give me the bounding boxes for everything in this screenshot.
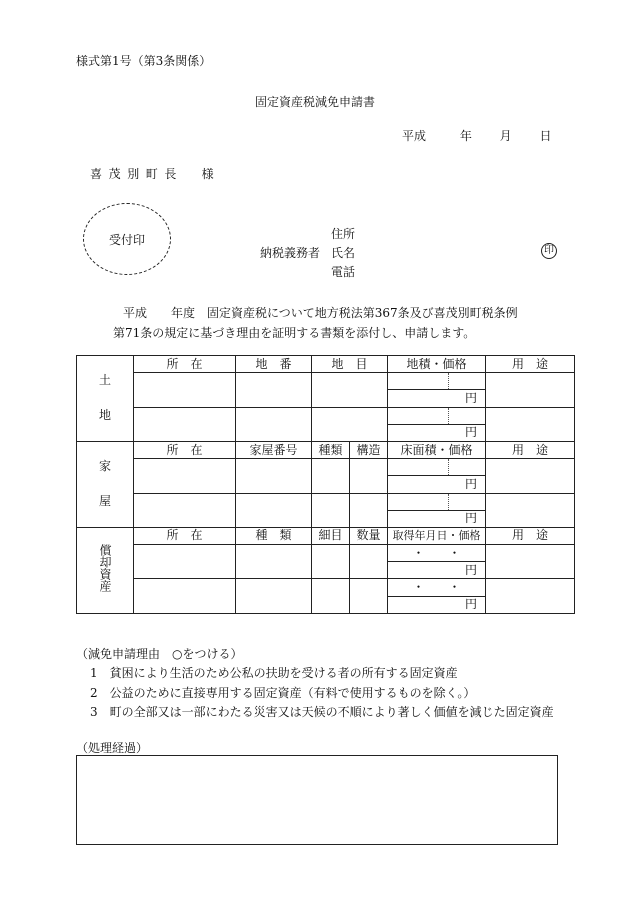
house-cell[interactable] — [350, 459, 388, 493]
land-col-location: 所 在 — [134, 356, 236, 373]
house-row-1a — [77, 459, 575, 476]
dep-cell[interactable] — [350, 579, 388, 613]
dep-col-acquired-price: 取得年月日・価格 — [388, 527, 486, 544]
house-label-bottom: 屋 — [98, 494, 111, 509]
land-col-use: 用 途 — [486, 356, 575, 373]
dep-cell[interactable] — [350, 545, 388, 579]
dep-date-cell[interactable]: ・ ・ — [388, 579, 486, 596]
house-cell[interactable] — [236, 493, 312, 527]
seal-mark: 印 — [541, 243, 557, 259]
address-label: 住所 — [331, 227, 356, 241]
land-cell[interactable] — [236, 373, 312, 407]
house-col-house-number: 家屋番号 — [236, 441, 312, 458]
house-cell[interactable] — [312, 493, 350, 527]
land-cell[interactable] — [486, 373, 575, 407]
land-col-area-price: 地積・価格 — [388, 356, 486, 373]
land-price-cell[interactable]: 円 — [388, 390, 486, 407]
dep-row-2a — [77, 579, 575, 596]
taxpayer-label: 納税義務者 — [260, 246, 321, 260]
land-label-top: 土 — [98, 373, 111, 388]
house-cell[interactable] — [236, 459, 312, 493]
land-row-2a — [77, 407, 575, 424]
land-cell[interactable] — [134, 373, 236, 407]
house-col-use: 用 途 — [486, 441, 575, 458]
land-area-cell[interactable] — [388, 407, 486, 424]
house-cell[interactable] — [134, 459, 236, 493]
process-record-box[interactable] — [76, 755, 558, 845]
depreciable-label — [77, 527, 134, 613]
date-month: 月 — [499, 129, 512, 143]
application-statement — [113, 303, 563, 343]
addressee: 喜茂別町長 様 — [90, 167, 221, 181]
house-cell[interactable] — [486, 493, 575, 527]
land-label-bottom: 地 — [98, 408, 111, 423]
land-col-lot-number: 地 番 — [236, 356, 312, 373]
house-col-location: 所 在 — [134, 441, 236, 458]
dep-cell[interactable] — [236, 579, 312, 613]
reason-heading: （減免申請理由 ○をつける） — [76, 647, 243, 661]
dep-col-location: 所 在 — [134, 527, 236, 544]
land-area-cell[interactable] — [388, 373, 486, 390]
process-heading: （処理経過） — [76, 741, 149, 755]
dep-cell[interactable] — [134, 579, 236, 613]
name-label: 氏名 — [331, 246, 356, 260]
land-label — [77, 356, 134, 442]
house-price-cell[interactable]: 円 — [388, 510, 486, 527]
land-cell[interactable] — [486, 407, 575, 441]
phone-label: 電話 — [331, 265, 356, 279]
house-col-structure: 構造 — [350, 441, 388, 458]
stamp-label: 受付印 — [108, 232, 145, 247]
land-cell[interactable] — [312, 373, 388, 407]
land-header-row — [77, 356, 575, 373]
date-era: 平成 — [402, 129, 427, 143]
house-row-2a — [77, 493, 575, 510]
dep-cell[interactable] — [486, 545, 575, 579]
document-title: 固定資産税減免申請書 — [254, 95, 375, 109]
house-cell[interactable] — [134, 493, 236, 527]
dep-cell[interactable] — [236, 545, 312, 579]
reason-item-3[interactable]: 3 町の全部又は一部にわたる災害又は天候の不順により著しく価値を減じた固定資産 — [90, 705, 554, 719]
reason-item-2[interactable]: 2 公益のために直接専用する固定資産（有料で使用するものを除く。） — [90, 686, 476, 700]
dep-col-use: 用 途 — [486, 527, 575, 544]
land-cell[interactable] — [236, 407, 312, 441]
statement-line-1: 平成 年度 固定資産税について地方税法第367条及び喜茂別町税条例 — [123, 306, 518, 320]
date-year: 年 — [459, 129, 472, 143]
land-cell[interactable] — [134, 407, 236, 441]
asset-table — [76, 355, 575, 614]
depreciable-header-row — [77, 527, 575, 544]
dep-price-cell[interactable]: 円 — [388, 562, 486, 579]
date-line — [402, 127, 552, 144]
house-area-cell[interactable] — [388, 493, 486, 510]
dep-date-cell[interactable]: ・ ・ — [388, 545, 486, 562]
house-area-cell[interactable] — [388, 459, 486, 476]
depreciable-label-text: 償却資産 — [98, 544, 112, 593]
dep-row-1a — [77, 545, 575, 562]
land-cell[interactable] — [312, 407, 388, 441]
house-cell[interactable] — [486, 459, 575, 493]
statement-line-2: 第71条の規定に基づき理由を証明する書類を添付し、申請します。 — [113, 326, 476, 340]
reception-stamp-area — [83, 203, 171, 275]
dep-cell[interactable] — [134, 545, 236, 579]
house-cell[interactable] — [350, 493, 388, 527]
dep-col-detail: 細目 — [312, 527, 350, 544]
form-number: 様式第1号（第3条関係） — [76, 54, 212, 68]
reason-item-1[interactable]: 1 貧困により生活のため公私の扶助を受ける者の所有する固定資産 — [90, 666, 458, 680]
house-col-type: 種類 — [312, 441, 350, 458]
dep-cell[interactable] — [312, 579, 350, 613]
dep-price-cell[interactable]: 円 — [388, 596, 486, 613]
house-label — [77, 441, 134, 527]
house-col-floor-area-price: 床面積・価格 — [388, 441, 486, 458]
dep-col-quantity: 数量 — [350, 527, 388, 544]
land-price-cell[interactable]: 円 — [388, 424, 486, 441]
dep-col-type: 種 類 — [236, 527, 312, 544]
dep-cell[interactable] — [312, 545, 350, 579]
house-price-cell[interactable]: 円 — [388, 476, 486, 493]
house-cell[interactable] — [312, 459, 350, 493]
house-label-top: 家 — [98, 459, 111, 474]
house-header-row — [77, 441, 575, 458]
land-row-1a — [77, 373, 575, 390]
date-day: 日 — [539, 129, 552, 143]
dep-cell[interactable] — [486, 579, 575, 613]
land-col-category: 地 目 — [312, 356, 388, 373]
